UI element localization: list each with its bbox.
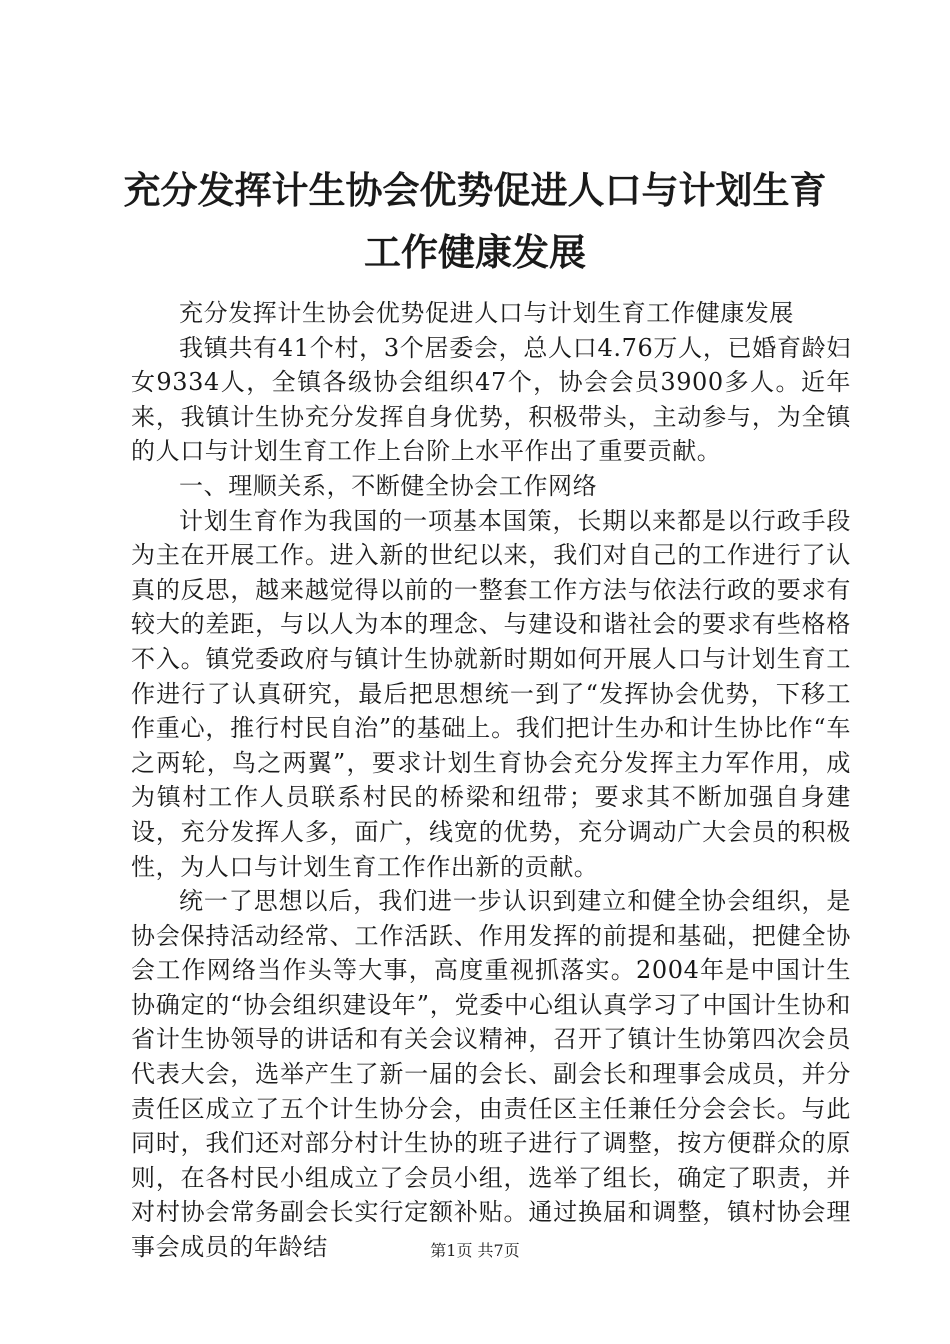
document-title: 充分发挥计生协会优势促进人口与计划生育工作健康发展 bbox=[123, 169, 827, 274]
paragraph-organization: 统一了思想以后，我们进一步认识到建立和健全协会组织，是协会保持活动经常、工作活跃、作用发挥的前提和基础，把健全协会工作网络当作头等大事，高度重视抓落实。2004年是中国计生协确定的“协会组织建设年”，党委中心组认真学习了中国计生协和省计生协领导的讲话和有关会议精神，召开了镇计生协第四次会员代表大会，选举产生了新一届的会长、副会长和理事会成员，并分责任区成立了五个计生协分会，由责任区主任兼任分会会长。与此同时，我们还对部分村计生协的班子进行了调整，按方便群众的原则，在各村民小组成立了会员小组，选举了组长，确定了职责，并对村协会常务副会长实行定额补贴。通过换届和调整，镇村协会理事会成员的年龄结 bbox=[131, 887, 851, 1262]
section-heading-1: 一、理顺关系，不断健全协会工作网络 bbox=[179, 471, 598, 500]
paragraph-overview: 我镇共有41个村，3个居委会，总人口4.76万人，已婚育龄妇女9334人，全镇各级协会组织47个，协会会员3900多人。近年来，我镇计生协充分发挥自身优势，积极带头，主动参与，为全镇的人口与计划生育工作上台阶上水平作出了重要贡献。 bbox=[131, 333, 851, 466]
paragraph-subtitle: 充分发挥计生协会优势促进人口与计划生育工作健康发展 bbox=[179, 299, 794, 327]
page-number-footer: 第1页 共7页 bbox=[430, 1241, 520, 1260]
document-body bbox=[131, 296, 851, 1265]
paragraph-policy: 计划生育作为我国的一项基本国策，长期以来都是以行政手段为主在开展工作。进入新的世纪以来，我们对自己的工作进行了认真的反思，越来越觉得以前的一整套工作方法与依法行政的要求有较大的差距，与以人为本的理念、与建设和谐社会的要求有些格格不入。镇党委政府与镇计生协就新时期如何开展人口与计划生育工作进行了认真研究，最后把思想统一到了“发挥协会优势，下移工作重心，推行村民自治”的基础上。我们把计生办和计生协比作“车之两轮，鸟之两翼”，要求计划生育协会充分发挥主力军作用，成为镇村工作人员联系村民的桥梁和纽带；要求其不断加强自身建设，充分发挥人多，面广，线宽的优势，充分调动广大会员的积极性，为人口与计划生育工作作出新的贡献。 bbox=[131, 506, 851, 881]
